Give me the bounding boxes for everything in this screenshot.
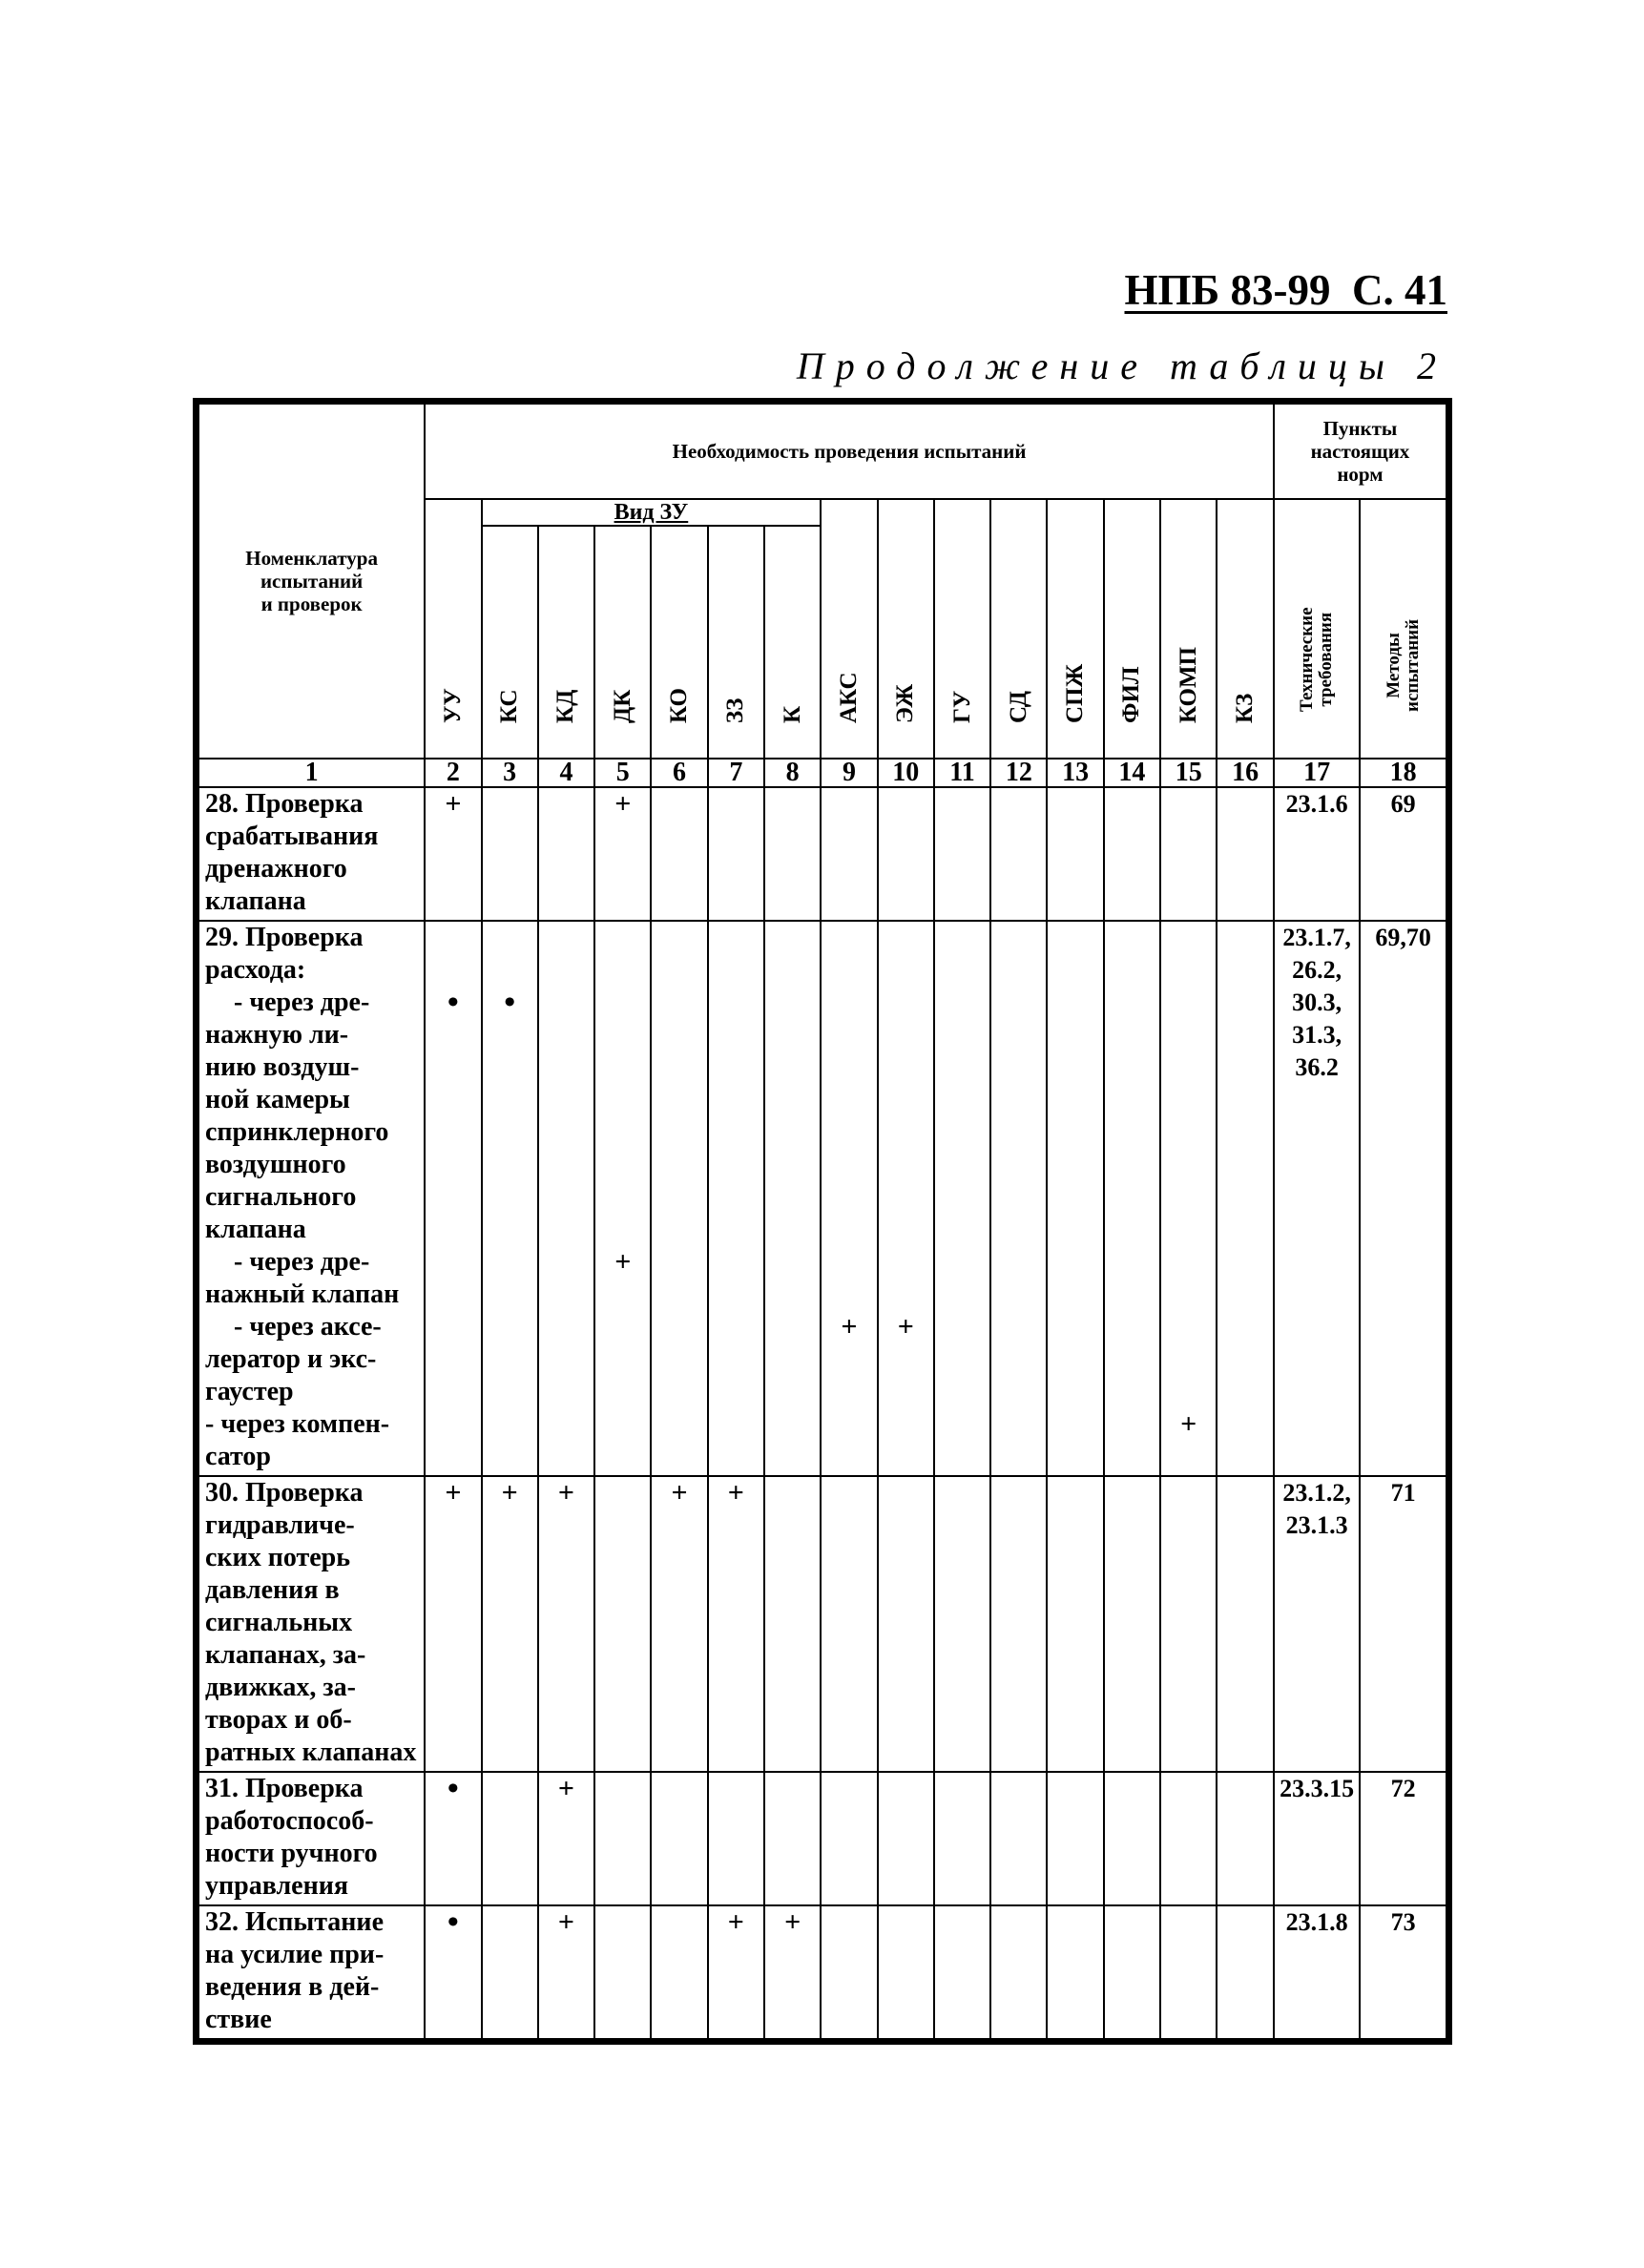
test-mark-cell: [1104, 921, 1160, 1476]
table-continuation-title: Продолжение таблицы 2: [796, 344, 1447, 387]
test-mark-cell: [425, 1476, 481, 1772]
column-number: 2: [425, 759, 481, 787]
test-mark-cell: [1217, 921, 1274, 1476]
test-name-line: управления: [205, 1871, 349, 1901]
test-column-header: [425, 499, 481, 759]
conditional-mark: •: [447, 985, 459, 1020]
test-name-line: 29. Проверка: [205, 923, 364, 952]
tech-requirement-ref: 23.1.8: [1285, 1908, 1348, 1936]
test-column-header-label: ЗЗ: [722, 697, 749, 723]
tech-requirement-ref: 36.2: [1295, 1053, 1339, 1081]
test-mark-cell: [764, 787, 821, 921]
test-mark-cell: [821, 1772, 877, 1905]
test-mark-cell: [990, 787, 1047, 921]
test-mark-cell: [934, 1476, 990, 1772]
ref-column-header-wrap: [1275, 500, 1359, 758]
test-name-line: дренажного: [205, 854, 347, 884]
test-mark-cell: [821, 787, 877, 921]
required-mark: +: [841, 1311, 858, 1342]
required-mark: +: [557, 1906, 575, 1938]
test-column-header: [990, 499, 1047, 759]
test-mark-cell: [1047, 1772, 1103, 1905]
test-mark-cell: [482, 787, 538, 921]
norm-refs-header-line: Пункты: [1322, 416, 1398, 440]
test-mark-cell: [878, 1905, 934, 2039]
test-mark-cell: [708, 921, 764, 1476]
column-number: 4: [538, 759, 594, 787]
column-number: 7: [708, 759, 764, 787]
required-mark: +: [557, 1773, 575, 1804]
test-column-header-wrap: [1161, 500, 1216, 758]
test-name-line: на усилие при-: [205, 1940, 385, 1969]
test-mark-cell: [425, 1905, 481, 2039]
test-name-line: сигнальных: [205, 1608, 353, 1637]
test-name-cell: [198, 1905, 425, 2039]
test-mark-cell: [934, 787, 990, 921]
test-mark-cell: [482, 1476, 538, 1772]
test-mark-cell: [651, 1905, 707, 2039]
test-name-line: ствие: [205, 2005, 272, 2034]
test-name-line: ратных клапанах: [205, 1737, 417, 1767]
test-column-header: [708, 526, 764, 759]
test-method-ref: 69,70: [1375, 924, 1431, 951]
test-name-line: - через дре-: [234, 988, 370, 1017]
test-mark-cell: [538, 921, 594, 1476]
test-column-header: [594, 526, 651, 759]
test-column-header-label: КЗ: [1232, 693, 1259, 723]
test-mark-cell: [708, 1476, 764, 1772]
test-mark-cell: [821, 1476, 877, 1772]
test-mark-cell: [482, 921, 538, 1476]
test-method-ref: 73: [1390, 1908, 1416, 1936]
test-column-header-wrap: [595, 527, 650, 758]
test-name-line: творах и об-: [205, 1705, 352, 1735]
required-mark: +: [897, 1311, 914, 1342]
tech-requirement-ref: 23.3.15: [1280, 1775, 1355, 1802]
test-name-line: 28. Проверка: [205, 789, 364, 819]
conditional-mark: •: [504, 985, 516, 1020]
test-name-line: клапана: [205, 1215, 306, 1244]
test-name-line: - через дре-: [234, 1247, 370, 1277]
test-name-line: 31. Проверка: [205, 1774, 364, 1803]
required-mark: +: [784, 1906, 801, 1938]
tech-requirements-cell: [1274, 921, 1360, 1476]
test-mark-cell: [1047, 787, 1103, 921]
required-mark: +: [614, 1246, 632, 1278]
test-mark-cell: [1160, 1476, 1217, 1772]
test-column-header-wrap: [765, 527, 820, 758]
ref-column-header-line: Технические: [1297, 607, 1318, 713]
test-mark-cell: [1047, 1476, 1103, 1772]
test-column-header-label: К: [779, 705, 805, 723]
test-name-line: спринклерного: [205, 1117, 389, 1147]
required-mark: +: [727, 1477, 744, 1509]
test-column-header-label: КС: [496, 689, 523, 723]
tests-table: [198, 403, 1447, 2040]
test-name-line: сигнального: [205, 1182, 357, 1212]
test-name-line: - через компен-: [205, 1409, 390, 1439]
test-mark-cell: [934, 1772, 990, 1905]
test-mark-cell: [990, 1905, 1047, 2039]
test-column-header: [1047, 499, 1103, 759]
test-mark-cell: [990, 921, 1047, 1476]
test-column-header-wrap: [483, 527, 537, 758]
tech-requirement-ref: 26.2,: [1292, 956, 1342, 984]
col-nomenclature-header-line: и проверок: [260, 593, 363, 616]
test-name-cell: [198, 1476, 425, 1772]
test-column-header: [538, 526, 594, 759]
test-mark-cell: [594, 921, 651, 1476]
column-number: 9: [821, 759, 877, 787]
tech-requirement-ref: 23.1.6: [1285, 790, 1348, 818]
test-mark-cell: [1160, 1772, 1217, 1905]
tech-requirements-cell: [1274, 1905, 1360, 2039]
test-name-line: лератор и экс-: [205, 1344, 377, 1374]
test-column-header-label: СПЖ: [1062, 663, 1089, 723]
ref-column-header-line: испытаний: [1402, 619, 1423, 713]
test-mark-cell: [934, 1905, 990, 2039]
table-row: [198, 1772, 1446, 1905]
test-mark-cell: [538, 1905, 594, 2039]
column-number: 18: [1360, 759, 1446, 787]
required-mark: +: [727, 1906, 744, 1938]
test-method-cell: [1360, 1772, 1446, 1905]
test-mark-cell: [708, 1772, 764, 1905]
test-name-line: движках, за-: [205, 1673, 357, 1702]
ref-column-header-label: [1384, 619, 1423, 712]
test-name-line: воздушного: [205, 1150, 346, 1179]
test-mark-cell: [482, 1772, 538, 1905]
test-column-header-wrap: [709, 527, 763, 758]
test-mark-cell: [594, 787, 651, 921]
test-method-ref: 72: [1390, 1775, 1416, 1802]
test-mark-cell: [1104, 1905, 1160, 2039]
test-mark-cell: [1104, 1476, 1160, 1772]
test-name-line: сатор: [205, 1442, 272, 1471]
column-number: 16: [1217, 759, 1274, 787]
test-name-line: ности ручного: [205, 1839, 378, 1868]
test-mark-cell: [990, 1772, 1047, 1905]
page-number: С. 41: [1352, 266, 1447, 314]
column-number: 11: [934, 759, 990, 787]
test-method-ref: 69: [1390, 790, 1416, 818]
test-name-line: клапана: [205, 886, 306, 916]
table-row: [198, 787, 1446, 921]
column-number: 1: [198, 759, 425, 787]
test-mark-cell: [821, 1905, 877, 2039]
test-name-line: работоспособ-: [205, 1806, 374, 1836]
test-name-line: нию воздуш-: [205, 1052, 360, 1082]
test-column-header: [482, 526, 538, 759]
tech-requirement-ref: 31.3,: [1292, 1021, 1342, 1049]
table-row: [198, 1476, 1446, 1772]
zu-type-header: Вид ЗУ: [482, 499, 822, 526]
test-name-line: срабатывания: [205, 822, 379, 851]
column-number: 14: [1104, 759, 1160, 787]
required-mark: +: [1180, 1408, 1197, 1440]
required-mark: +: [501, 1477, 518, 1509]
test-name-line: ских потерь: [205, 1543, 351, 1572]
tech-requirement-ref: 30.3,: [1292, 988, 1342, 1016]
column-number: 15: [1160, 759, 1217, 787]
test-method-ref: 71: [1390, 1479, 1416, 1507]
test-name-line: нажный клапан: [205, 1280, 400, 1309]
test-name-line: гидравличе-: [205, 1510, 355, 1540]
test-column-header-wrap: [1048, 500, 1102, 758]
test-column-header: [1160, 499, 1217, 759]
column-number: 3: [482, 759, 538, 787]
column-number: 13: [1047, 759, 1103, 787]
ref-column-header-label: [1298, 608, 1336, 713]
test-method-cell: [1360, 1476, 1446, 1772]
test-mark-cell: [1104, 787, 1160, 921]
test-column-header-wrap: [822, 500, 876, 758]
col-nomenclature-header-line: Номенклатура: [245, 546, 378, 570]
tests-table-frame: [193, 398, 1452, 2045]
col-nomenclature-header-line: испытаний: [260, 569, 364, 593]
column-number: 6: [651, 759, 707, 787]
column-number: 5: [594, 759, 651, 787]
test-mark-cell: [1217, 1772, 1274, 1905]
test-name-cell: [198, 787, 425, 921]
test-mark-cell: [1217, 787, 1274, 921]
test-mark-cell: [1160, 921, 1217, 1476]
test-mark-cell: [1104, 1772, 1160, 1905]
test-method-cell: [1360, 787, 1446, 921]
norm-refs-header: [1274, 404, 1446, 499]
tests-necessity-header: Необходимость проведения испытаний: [425, 404, 1274, 499]
test-name-line: 30. Проверка: [205, 1478, 364, 1508]
column-number-row: [198, 759, 1446, 787]
test-mark-cell: [934, 921, 990, 1476]
test-name-line: ной камеры: [205, 1085, 350, 1114]
column-number: 8: [764, 759, 821, 787]
test-mark-cell: [1047, 1905, 1103, 2039]
test-column-header-label: ФИЛ: [1118, 666, 1145, 723]
norm-refs-header-line: настоящих: [1310, 439, 1410, 463]
test-methods-header: [1360, 499, 1446, 759]
test-mark-cell: [425, 1772, 481, 1905]
test-mark-cell: [538, 787, 594, 921]
test-column-header: [934, 499, 990, 759]
norm-refs-header-line: норм: [1337, 463, 1384, 487]
ref-column-header-line: Методы: [1383, 633, 1404, 698]
test-column-header-wrap: [935, 500, 989, 758]
tech-requirements-cell: [1274, 1476, 1360, 1772]
test-column-header-wrap: [539, 527, 593, 758]
test-column-header-wrap: [652, 527, 706, 758]
table-row: [198, 921, 1446, 1476]
test-name-line: ведения в дей-: [205, 1972, 380, 2002]
ref-column-header-wrap: [1361, 500, 1446, 758]
document-id: НПБ 83-99: [1124, 266, 1331, 314]
test-method-cell: [1360, 1905, 1446, 2039]
test-column-header-wrap: [1105, 500, 1159, 758]
required-mark: +: [671, 1477, 688, 1509]
test-name-cell: [198, 921, 425, 1476]
test-mark-cell: [1160, 787, 1217, 921]
column-number: 10: [878, 759, 934, 787]
test-column-header: [1217, 499, 1274, 759]
test-mark-cell: [425, 921, 481, 1476]
test-mark-cell: [538, 1772, 594, 1905]
tech-requirement-ref: 23.1.7,: [1282, 924, 1351, 951]
test-column-header-label: КО: [666, 688, 693, 723]
test-mark-cell: [651, 1476, 707, 1772]
conditional-mark: •: [447, 1772, 459, 1806]
col-nomenclature-header: [198, 404, 425, 759]
test-mark-cell: [651, 1772, 707, 1905]
test-name-line: - через аксе-: [234, 1312, 382, 1342]
test-column-header-label: ЭЖ: [892, 683, 919, 723]
test-column-header-label: АКС: [835, 672, 862, 723]
tech-requirements-header: [1274, 499, 1360, 759]
test-mark-cell: [1047, 921, 1103, 1476]
required-mark: +: [557, 1477, 575, 1509]
tech-requirement-ref: 23.1.2,: [1282, 1479, 1351, 1507]
test-column-header: [821, 499, 877, 759]
test-name-line: давления в: [205, 1575, 340, 1605]
test-mark-cell: [651, 787, 707, 921]
test-mark-cell: [482, 1905, 538, 2039]
test-mark-cell: [878, 1772, 934, 1905]
test-mark-cell: [538, 1476, 594, 1772]
test-mark-cell: [990, 1476, 1047, 1772]
test-mark-cell: [594, 1476, 651, 1772]
test-mark-cell: [821, 921, 877, 1476]
test-column-header-label: ДК: [609, 689, 635, 723]
test-mark-cell: [651, 921, 707, 1476]
test-mark-cell: [764, 1476, 821, 1772]
test-column-header-label: КОМП: [1175, 647, 1201, 723]
ref-column-header-line: требования: [1316, 612, 1337, 707]
header-row-group: [198, 404, 1446, 499]
tech-requirements-cell: [1274, 787, 1360, 921]
test-name-line: нажную ли-: [205, 1020, 349, 1050]
test-column-header-label: СД: [1005, 690, 1031, 723]
test-column-header: [1104, 499, 1160, 759]
test-mark-cell: [764, 1905, 821, 2039]
column-number: 12: [990, 759, 1047, 787]
test-name-line: гаустер: [205, 1377, 294, 1406]
test-column-header-wrap: [879, 500, 933, 758]
test-column-header-wrap: [991, 500, 1046, 758]
tech-requirement-ref: 23.1.3: [1285, 1511, 1348, 1539]
required-mark: +: [445, 788, 462, 820]
test-column-header-label: ГУ: [948, 690, 975, 723]
tech-requirements-cell: [1274, 1772, 1360, 1905]
test-mark-cell: [425, 787, 481, 921]
test-name-line: клапанах, за-: [205, 1640, 366, 1670]
document-header: [1073, 265, 1447, 315]
table-row: [198, 1905, 1446, 2039]
test-mark-cell: [594, 1905, 651, 2039]
required-mark: +: [614, 788, 632, 820]
test-column-header-wrap: [426, 500, 480, 758]
test-name-cell: [198, 1772, 425, 1905]
test-mark-cell: [1217, 1905, 1274, 2039]
test-column-header: [878, 499, 934, 759]
test-mark-cell: [878, 1476, 934, 1772]
test-column-header-label: КД: [552, 689, 579, 723]
conditional-mark: •: [447, 1905, 459, 1940]
test-column-header-label: УУ: [439, 688, 466, 723]
test-mark-cell: [708, 787, 764, 921]
test-mark-cell: [594, 1772, 651, 1905]
test-mark-cell: [1160, 1905, 1217, 2039]
test-mark-cell: [878, 787, 934, 921]
test-mark-cell: [764, 921, 821, 1476]
test-column-header: [764, 526, 821, 759]
column-number: 17: [1274, 759, 1360, 787]
test-column-header-wrap: [1217, 500, 1273, 758]
test-mark-cell: [1217, 1476, 1274, 1772]
test-column-header: [651, 526, 707, 759]
test-name-line: 32. Испытание: [205, 1907, 384, 1937]
test-mark-cell: [764, 1772, 821, 1905]
test-name-line: расхода:: [205, 955, 306, 985]
required-mark: +: [445, 1477, 462, 1509]
test-mark-cell: [878, 921, 934, 1476]
test-mark-cell: [708, 1905, 764, 2039]
test-method-cell: [1360, 921, 1446, 1476]
